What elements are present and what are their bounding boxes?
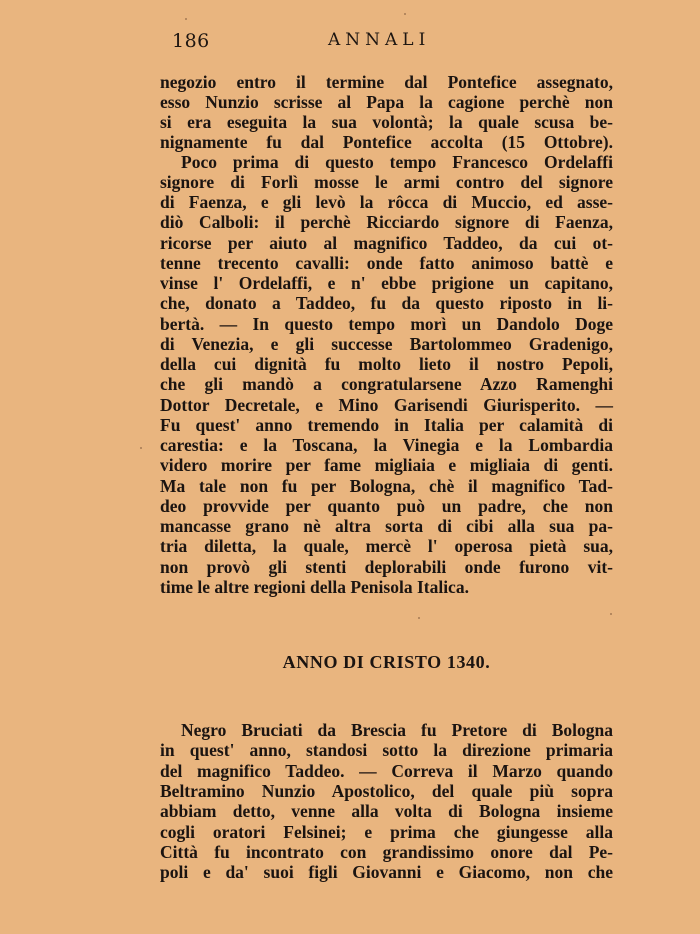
text-line: Dottor Decretale, e Mino Garisendi Giurisperito. — xyxy=(160,395,613,415)
text-line: videro morire per fame migliaia e migliaia di genti. xyxy=(160,455,613,475)
text-line: in quest' anno, standosi sotto la direzione primaria xyxy=(160,740,613,760)
page-header xyxy=(160,30,615,60)
text-line: Beltramino Nunzio Apostolico, del quale più sopra xyxy=(160,781,613,801)
text-line: abbiam detto, venne alla volta di Bologna insieme xyxy=(160,801,613,821)
text-line: della cui dignità fu molto lieto il nostro Pepoli, xyxy=(160,354,613,374)
text-line: si era eseguita la sua volontà; la quale scusa be- xyxy=(160,112,613,132)
text-line: carestia: e la Toscana, la Vinegia e la Lombardia xyxy=(160,435,613,455)
text-line: tria diletta, la quale, mercè l' operosa pietà sua, xyxy=(160,536,613,556)
text-line: tenne trecento cavalli: onde fatto animoso battè e xyxy=(160,253,613,273)
text-line: Poco prima di questo tempo Francesco Ordelaffi xyxy=(181,152,613,172)
text-line: Città fu incontrato con grandissimo onore dal Pe- xyxy=(160,842,613,862)
text-line: di Faenza, e gli levò la rôcca di Muccio, ed asse- xyxy=(160,192,613,212)
text-line: di Venezia, e gli successe Bartolommeo Gradenigo, xyxy=(160,334,613,354)
text-line: non provò gli stenti deplorabili onde furono vit- xyxy=(160,557,613,577)
paper-speck xyxy=(140,447,142,449)
paper-speck xyxy=(404,13,406,15)
text-line: esso Nunzio scrisse al Papa la cagione perchè non xyxy=(160,92,613,112)
text-line: signore di Forlì mosse le armi contro del signore xyxy=(160,172,613,192)
running-head: ANNALI xyxy=(328,30,431,50)
text-line: cogli oratori Felsinei; e prima che giungesse alla xyxy=(160,822,613,842)
text-line: bertà. — In questo tempo morì un Dandolo Doge xyxy=(160,314,613,334)
text-line: diò Calboli: il perchè Ricciardo signore di Faenza, xyxy=(160,212,613,232)
text-line: nignamente fu dal Pontefice accolta (15 Ottobre). xyxy=(160,132,613,152)
text-line: del magnifico Taddeo. — Correva il Marzo quando xyxy=(160,761,613,781)
text-line: poli e da' suoi figli Giovanni e Giacomo, non che xyxy=(160,862,613,882)
section-heading: ANNO DI CRISTO 1340. xyxy=(282,652,491,672)
text-line: negozio entro il termine dal Pontefice assegnato, xyxy=(160,72,613,92)
text-line: deo provvide per quanto può un padre, che non xyxy=(160,496,613,516)
text-line: mancasse grano nè altra sorta di cibi alla sua pa- xyxy=(160,516,613,536)
paper-speck xyxy=(418,617,420,619)
paper-speck xyxy=(185,18,187,20)
text-line: che, donato a Taddeo, fu da questo riposto in li- xyxy=(160,293,613,313)
text-line: che gli mandò a congratularsene Azzo Ramenghi xyxy=(160,374,613,394)
page-number: 186 xyxy=(172,30,210,52)
text-line: vinse l' Ordelaffi, e n' ebbe prigione un capitano, xyxy=(160,273,613,293)
text-line: time le altre regioni della Penisola Italica. xyxy=(160,577,469,597)
text-line: Fu quest' anno tremendo in Italia per calamità di xyxy=(160,415,613,435)
text-line: ricorse per aiuto al magnifico Taddeo, da cui ot- xyxy=(160,233,613,253)
text-line: Negro Bruciati da Brescia fu Pretore di Bologna xyxy=(181,720,613,740)
text-line: Ma tale non fu per Bologna, chè il magnifico Tad- xyxy=(160,476,613,496)
paper-speck xyxy=(610,613,612,615)
